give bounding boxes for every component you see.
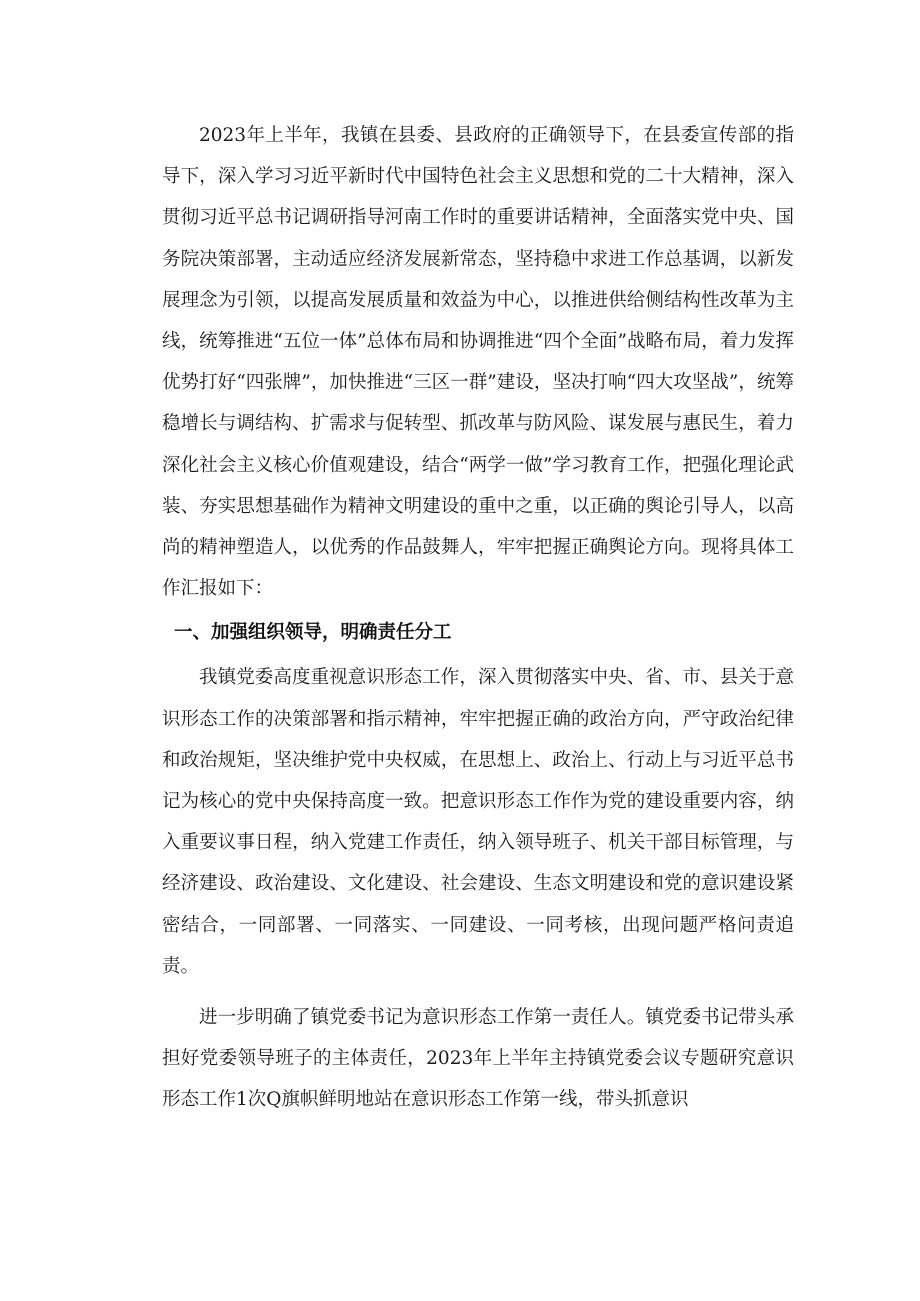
document-body [162, 115, 794, 1121]
section-paragraph: 我镇党委高度重视意识形态工作，深入贯彻落实中央、省、市、县关于意识形态工作的决策部署和指示精神，牢牢把握正确的政治方向，严守政治纪律和政治规矩，坚决维护党中央权威，在思想上、政治上、行动上与习近平总书记为核心的党中央保持高度一致。把意识形态工作作为党的建设重要内容，纳入重要议事日程，纳入党建工作责任，纳入领导班子、机关干部目标管理，与经济建设、政治建设、文化建设、社会建设、生态文明建设和党的意识建设紧密结合，一同部署、一同落实、一同建设、一同考核，出现问题严格问责追责。 [162, 667, 794, 977]
section-paragraph: 进一步明确了镇党委书记为意识形态工作第一责任人。镇党委书记带头承担好党委领导班子的主体责任，2023年上半年主持镇党委会议专题研究意识形态工作1次Q旗帜鲜明地站在意识形态工作第一线，带头抓意识 [162, 1007, 794, 1111]
section-heading: 一、加强组织领导，明确责任分工 [174, 622, 452, 644]
intro-paragraph: 2023年上半年，我镇在县委、县政府的正确领导下，在县委宣传部的指导下，深入学习习近平新时代中国特色社会主义思想和党的二十大精神，深入贯彻习近平总书记调研指导河南工作时的重要讲话精神，全面落实党中央、国务院决策部署，主动适应经济发展新常态，坚持稳中求进工作总基调，以新发展理念为引领，以提高发展质量和效益为中心，以推进供给侧结构性改革为主线，统筹推进“五位一体”总体布局和协调推进“四个全面”战略布局，着力发挥优势打好“四张牌”，加快推进“三区一群”建设，坚决打响“四大攻坚战”，统筹稳增长与调结构、扩需求与促转型、抓改革与防风险、谋发展与惠民生，着力深化社会主义核心价值观建设，结合“两学一做”学习教育工作，把强化理论武装、夯实思想基础作为精神文明建设的重中之重，以正确的舆论引导人，以高尚的精神塑造人，以优秀的作品鼓舞人，牢牢把握正确舆论方向。现将具体工作汇报如下： [162, 125, 794, 600]
